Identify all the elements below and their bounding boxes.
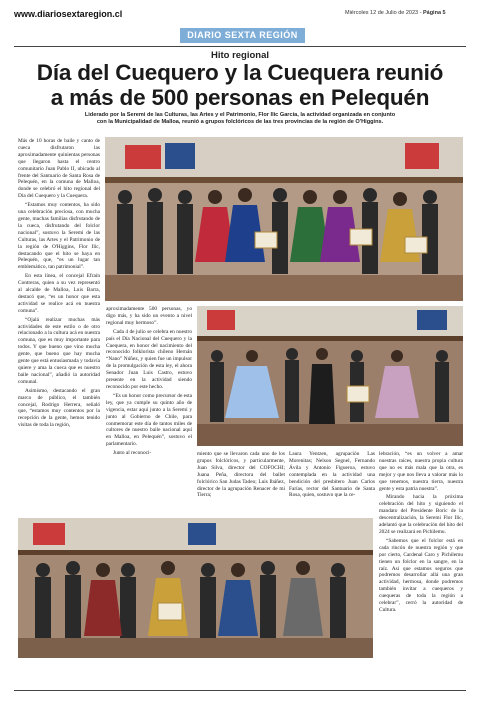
deck-line-2: con la Municipalidad de Malloa, reunió a grupos folclóricos de las tres provincias de la región de O'Higgins.	[96, 119, 384, 126]
column-3	[197, 451, 285, 501]
column-2	[106, 306, 192, 459]
col2-paragraph: aproximadamente 500 personas, yo digo más, y ha sido un evento a nivel regional muy hermoso”.	[106, 306, 192, 326]
dateline	[345, 10, 446, 16]
photo-3-image	[18, 518, 373, 658]
col2-paragraph: “Es un honor como precursor de esta ley, que ya cumple su quinto año de vigencia, estar aquí junto a la Seremi y junto al Gobierno de Chile, para conmemorar este día de tantos miles de cultores de nuestro baile nacional aquí en Malloa, en Pelequén”, sostuvo el parlamentario.	[106, 392, 192, 448]
photo-dancers	[197, 306, 463, 446]
col5-paragraph: lebración, “es un volver a amar nuestras raíces, nuestra propia cultura que no es más mala que la otra, es mejor y que nos lleva a valorar más lo que tenemos, nuestra tierra, nuestra gente y esta patria nuestra”.	[379, 451, 463, 492]
top-rule	[14, 46, 466, 47]
column-4	[289, 451, 375, 501]
photo-1-image	[105, 137, 463, 301]
issue-date: Miércoles 12 de Julio de 2023 -	[345, 10, 422, 16]
col1-paragraph: En esta línea, el concejal Efraín Contreras, quien a su vez representó al alcalde de Malloa, Luis Barra, destacó que, “es un honor que esta actividad se realice acá en nuestra comuna”.	[18, 273, 100, 314]
deck-line-1: Liderado por la Seremi de las Culturas, las Artes y el Patrimonio, Flor Ilic García, la actividad organizada en conjunto	[84, 112, 396, 118]
col5-paragraph: “Sabemos que el folclor está en cada rincón de nuestra región y que por cierto, Cardenal Caro y Pichilemu tienen un folclor en la sangre, en la raíz. Así que estamos seguros que podremos desarrollar allá una gran actividad, hermosa, donde podremos también invitar a cuequeros y cuequeras de toda la región a celebrar”, cerró la autoridad de Cultura.	[379, 537, 463, 613]
col5-paragraph: Mirando hacia la próxima celebración del hito y siguiendo el mandato del Presidente Boric de la descentralización, la Seremi Flor Ilic, adelantó que la celebración del hito del 2024 se realizará en Pichilemu.	[379, 494, 463, 535]
photo-group-certificates	[105, 137, 463, 301]
col4-paragraph: Laura Yentzen, agrupación Las Morenitas; Nelson Segnel, Fernando Ávila y Antonio Figueroa, estuvo contemplada en la actividad una bendición del presbítero Juan Carlos Farías, rector del Santuario de Santa Rosa, quien, sostuvo que la ce-	[289, 451, 375, 499]
headline-line-1: Día del Cuequero y la Cuequera reunió	[36, 60, 444, 85]
column-1	[18, 138, 100, 431]
kicker: Hito regional	[210, 50, 270, 61]
bottom-rule	[14, 690, 466, 691]
col1-paragraph: “Estamos muy contentos, ha sido una celebración preciosa, con mucha gente, muchas familias disfrutando de la cueca, disfrutando del folclor nacional”, sostuvo la Seremi de las Culturas, las Artes y el Patrimonio de la región de O'Higgins, Flor Ilic, destacando que el hito se haya en Pelequén, que, “es un lugar tan emblemático, tan patrimonial”.	[18, 202, 100, 271]
col3-paragraph: miento que se llevaron cada uno de los grupos folclóricos, y particularmente, Juan Silva, director del COFOCHI; Juana Peña, directora del ballet folclórico San Judas Tadeo; Luis Ibáñez, director de la agrupación Renacer de mi Tierra;	[197, 451, 285, 499]
col1-paragraph: Asimismo, destacando el gran marco de público, el también concejal, Rodrigo Herrera, señaló que, “estamos muy contentos por la recepción de la gente, hemos tenido visitas de toda la región,	[18, 387, 100, 429]
col2-paragraph: Cada 4 de julio se celebra en nuestro país el Día Nacional del Cuequero y la Cuequera, en honor del nacimiento del reconocido folklorista chileno Hernán “Nano” Núñez, y quien fue un impulsor de la promulgación de esta ley, el ahora Senador Juan Luis Castro, estuvo presente en la actividad siendo reconocido por este hecho.	[106, 328, 192, 390]
col1-paragraph: Más de 10 horas de baile y canto de cueca disfrutaron las aproximadamente quinientas personas que llegaron hasta el centro comunitario Juan Pablo II, ubicado al frente del Santuario de Santa Rosa de Pelequén, en la comuna de Malloa, donde se celebró el hito regional del Día del Cuequero y la Cuequera.	[18, 138, 100, 200]
column-5	[379, 451, 463, 616]
deck	[70, 112, 410, 127]
headline-line-2: a más de 500 personas en Pelequén	[50, 85, 430, 110]
photo-2-image	[197, 306, 463, 446]
headline	[14, 60, 466, 110]
page-number: Página 5	[422, 10, 446, 16]
photo-bottom-group	[18, 518, 373, 658]
col2-paragraph: Junto al reconoci-	[113, 450, 152, 457]
section-band: DIARIO SEXTA REGIÓN	[180, 28, 305, 43]
site-url[interactable]: www.diariosextaregion.cl	[14, 9, 123, 19]
col1-paragraph: “Ojalá realizar muchas más actividades de este estilo o de otro relacionado a la cultura acá en nuestra comuna, que es muy importante para todos. Y que bueno que vino mucha gente, que bueno que hay mucha gente que está entusiasmada y todavía quiere y ama la cueca que es nuestro baile nacional”, añadió la autoridad comunal.	[18, 316, 100, 385]
